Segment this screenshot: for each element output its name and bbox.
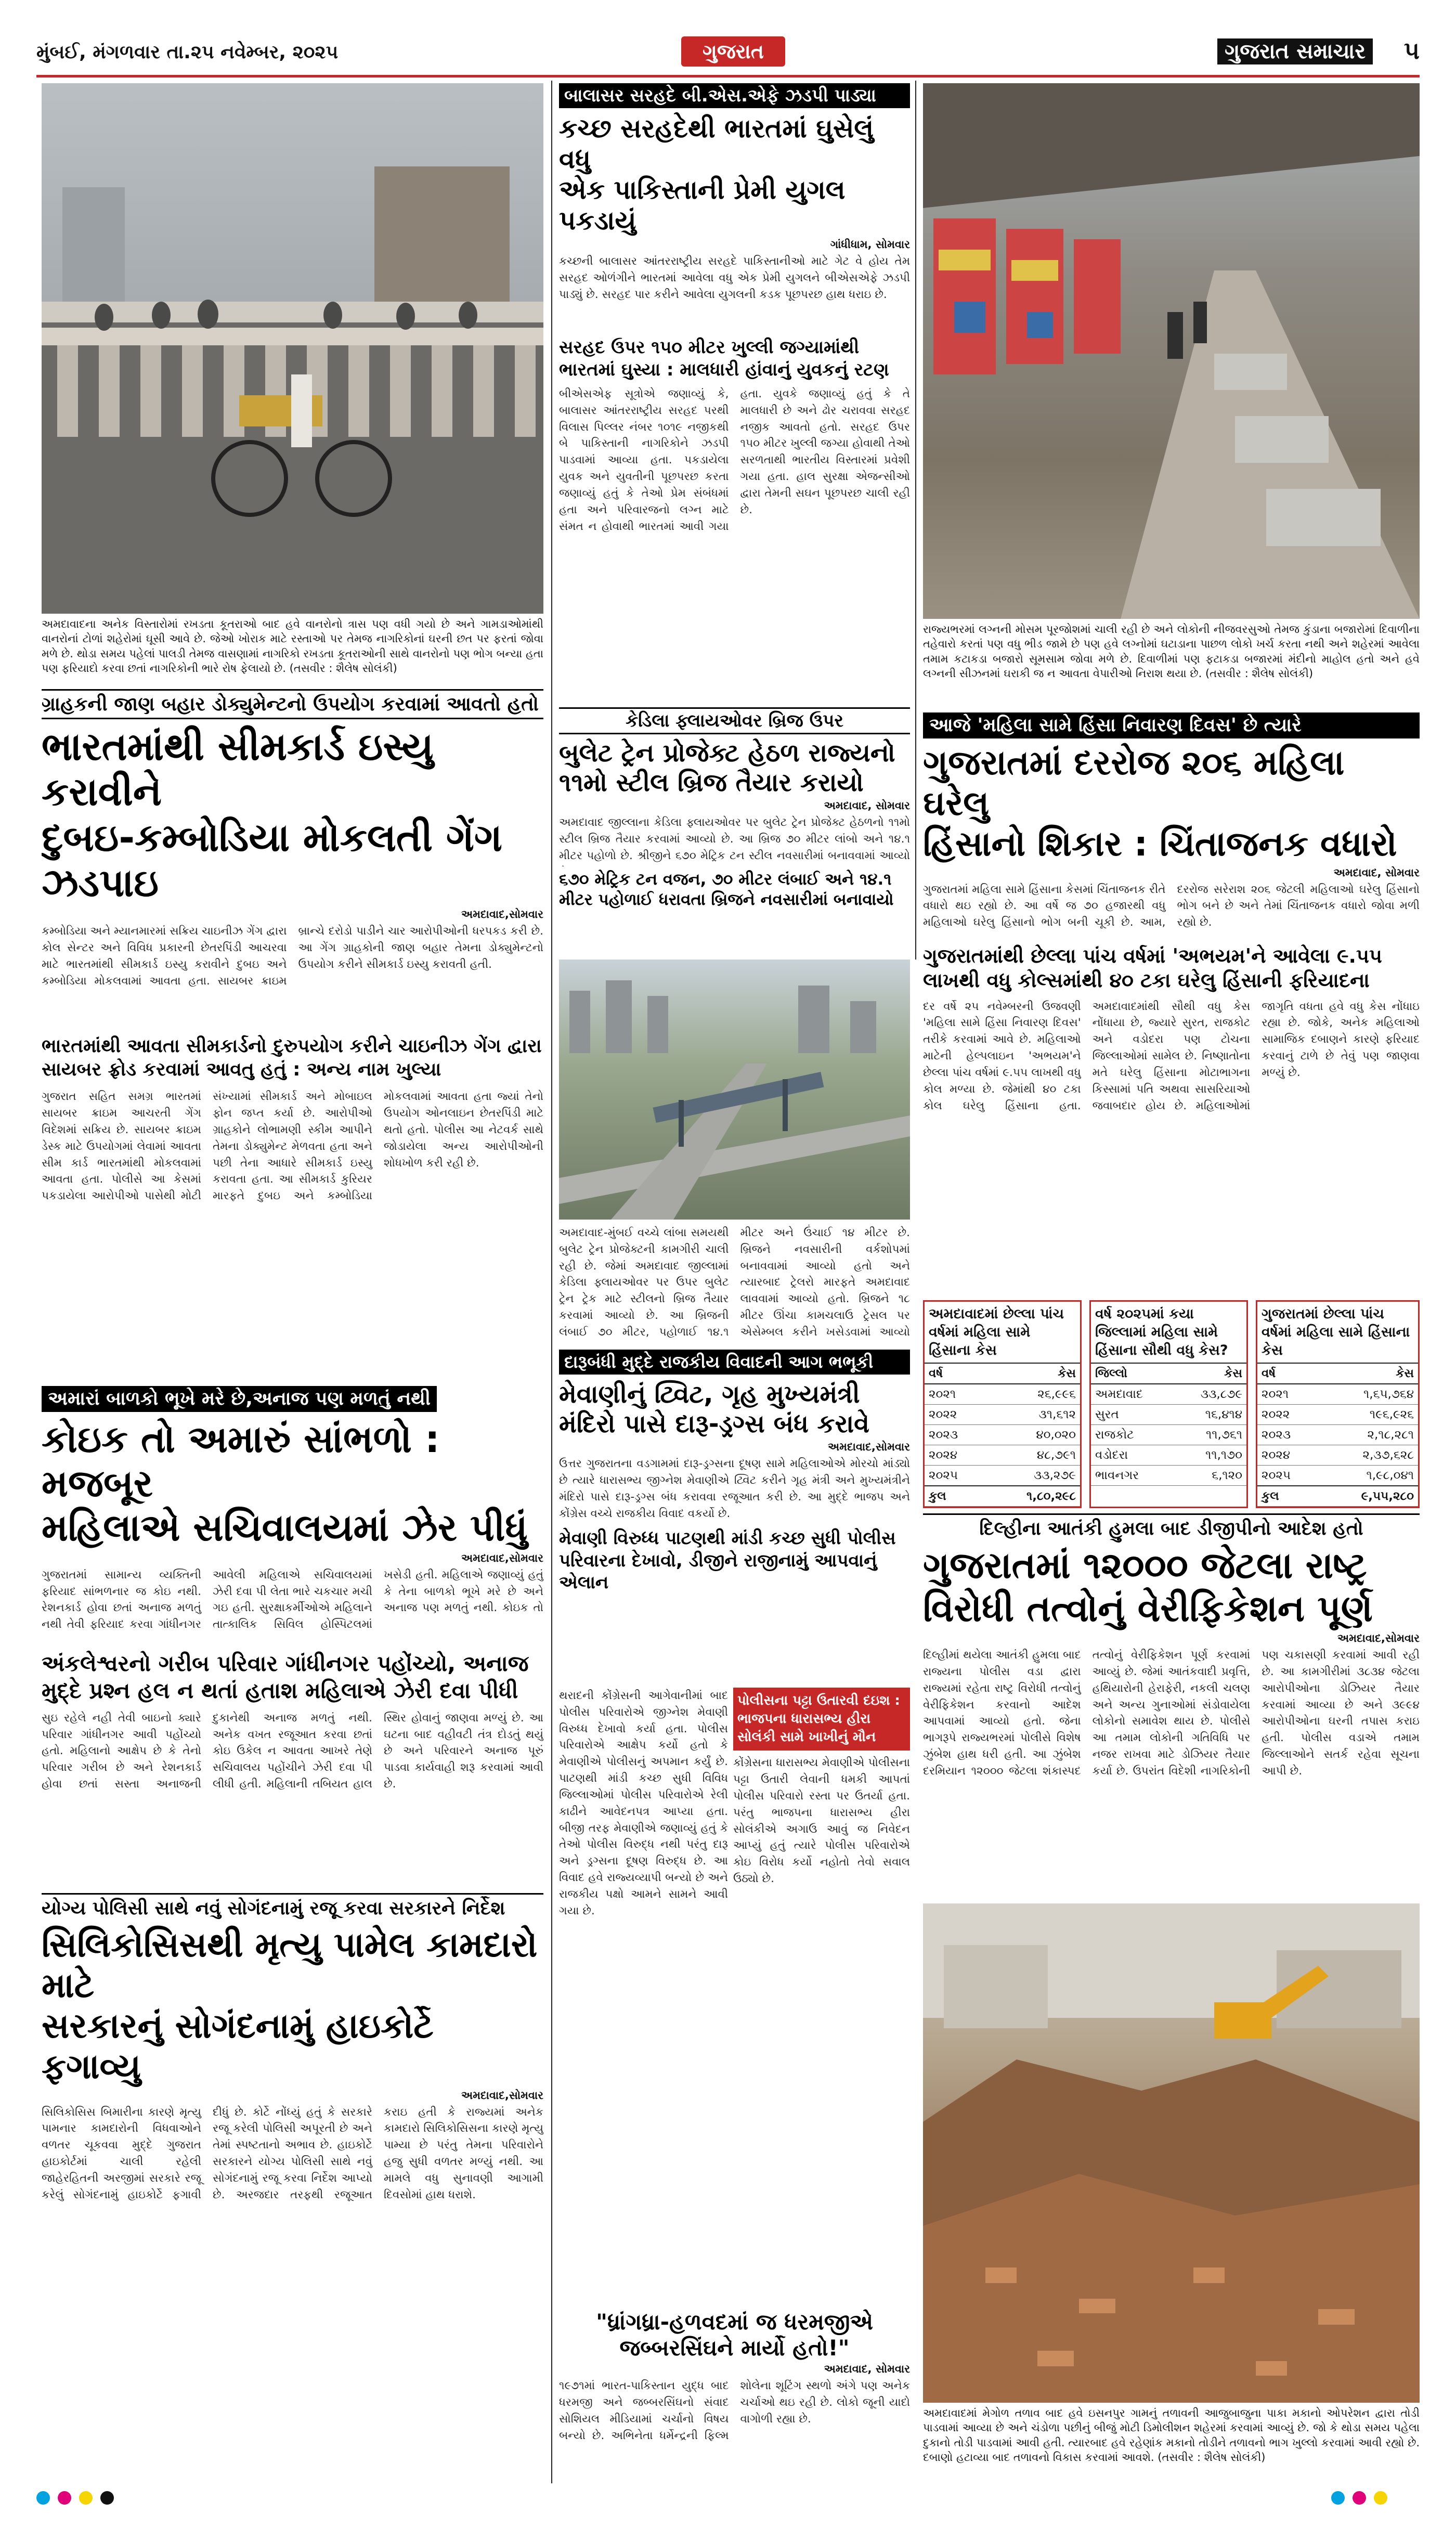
bsf-byline: ગાંધીધામ, સોમવાર [830,238,910,251]
cell: ૨,૧૮,૨૮૧ [1319,1425,1418,1445]
silicosis-headline-1: સિલિકોસિસથી મૃત્યુ પામેલ કામદારો માટે [42,1925,538,2005]
table-row [925,1384,1080,1405]
liquor-box [733,1688,910,2301]
silicosis-kicker: યોગ્ય પોલિસી સાથે નવું સોગંદનામું રજૂ કરવા સરકારને નિર્દેશ [42,1893,543,1920]
liquor-subhead: મેવાણી વિરુધ્ધ પાટણથી માંડી કચ્છ સુધી પોલીસ પરિવારના દેખાવો, ડીજીને રાજીનામું આપવાનું એલાન [559,1528,896,1593]
market-credit: (તસવીર : શૈલેષ સોલંકી) [1205,667,1314,680]
silicosis-headline-2: સરકારનું સોગંદનામું હાઇકોર્ટે ફગાવ્યુ [42,2005,434,2087]
table2-head-district: જિલ્લો [1091,1364,1173,1384]
monkey-credit: (તસવીર : શૈલેષ સોલંકી) [289,662,397,675]
liquor-headline-2: મંદિરો પાસે દારૂ-ડ્રગ્સ બંધ કરાવે [559,1409,870,1439]
liquor-byline: અમદાવાદ,સોમવાર [828,1441,910,1454]
liquor-kicker: દારૂબંધી મુદ્દે રાજકીય વિવાદની આગ ભભૂકી [559,1350,910,1375]
bsf-headline-1: કચ્છ સરહદેથી ભારતમાં ઘુસેલું વધુ [559,113,874,174]
simcard-body: ગુજરાત સહિત સમગ્ર ભારતમાં સાયબર ક્રાઇમ આચરતી ગેંગ વિદેશમાં સક્રિય છે. સાયબર ક્રાઇમ ડેસ્ક માટે ઉપયોગમાં લેવામાં આવતા સીમ કાર્ડ ભારતમાંથી મોકલવામાં આવતા હતા. પોલીસે આ કેસમાં પકડાયેલા આરોપીઓ પાસેથી મોટી સંખ્યામાં સીમકાર્ડ અને મોબાઇલ ફોન જપ્ત કર્યા છે. આરોપીઓ ગ્રાહકોને લોભામણી સ્કીમ આપીને તેમના ડોક્યુમેન્ટ મેળવતા હતા અને પછી તેના આધારે સીમકાર્ડ ઇસ્યુ કરાવતા હતા. આ સીમકાર્ડ કુરિયર મારફતે દુબઇ અને કમ્બોડિયા મોકલવામાં આવતા હતા જ્યાં તેનો ઉપયોગ ઓનલાઇન છેતરપિંડી માટે થતો હતો. પોલીસ આ નેટવર્ક સાથે જોડાયેલા અન્ય આરોપીઓની શોધખોળ કરી રહી છે. [42,1090,543,1203]
cell: ૬,૧૨૦ [1173,1466,1246,1486]
demolition-photo [923,1903,1420,2403]
cell: ૨૦૨૪ [1257,1445,1319,1466]
registration-marks-right [1331,2491,1420,2512]
cell: ૨૦૨૫ [925,1466,986,1486]
cell: ૨૦૨૫ [1257,1466,1319,1486]
table-row [1091,1445,1246,1466]
table-districts [1089,1300,1248,1508]
bsf-story [559,83,910,702]
table-total-row [925,1486,1080,1507]
bullet-lead: અમદાવાદ જીલ્લાના કેડિલા ફ્લાયઓવર પર બુલેટ ટ્રેન પ્રોજેક્ટ હેઠળનો ૧૧મો સ્ટીલ બ્રિજ તૈયાર કરવામાં આવ્યો છે. આ બ્રિજ ૭૦ મીટર લાંબો અને ૧૪.૧ મીટર પહોળો છે. શ્રીજીને ૬૭૦ મેટ્રિક ટન સ્ટીલ નવસારીમાં બનાવવામાં આવ્યો [559,816,910,862]
simcard-story [42,689,543,1381]
demolition-caption-text: અમદાવાદમાં મેગોળ તળાવ બાદ હવે ઇસનપુર ગામનું તળાવની આજુબાજુના પાકા મકાનો ઓપરેશન દ્વારા તોડી પાડવામાં આવ્યા છે અને ચંડોળા પછીનું બીજું મોટી ડિમોલીશન શહેરમાં કરવામાં આવ્યું છે. જો કે થોડા સમય પહેલા દુકાનો તોડી પાડવામાં આવી હતી. ત્યારબાદ હવે રહેણાંક મકાનો તોડીને તળાવનો ભાગ ખુલ્લો કરવામાં આવી રહ્યો છે. દબાણો હટાવ્યા બાદ તળાવનો વિકાસ કરવામાં આવશે. [923,2407,1420,2464]
monkey-scene [42,83,543,614]
simcard-headline-1: ભારતમાંથી સીમકાર્ડ ઇસ્યુ કરાવીને [42,724,434,815]
demolition-scene [923,1903,1420,2403]
silicosis-story [42,1893,543,2470]
hungry-body: ગુજરાતમાં સામાન્ય વ્યક્તિની ફરિયાદ સાંભળનાર જ કોઇ નથી. રેશનકાર્ડ હોવા છતાં અનાજ મળતું નથી તેવી ફરિયાદ કરવા ગાંધીનગર આવેલી મહિલાએ સચિવાલયમાં ઝેરી દવા પી લેતા ભારે ચકચાર મચી ગઇ હતી. સુરક્ષાકર્મીઓએ મહિલાને તાત્કાલિક સિવિલ હોસ્પિટલમાં ખસેડી હતી. મહિલાએ જણાવ્યું હતું કે તેના બાળકો ભૂખે મરે છે અને અનાજ પણ મળતું નથી. કોઇક તો [42,1568,543,1631]
liquor-lead: ઉત્તર ગુજરાતના વડગામમાં દારૂ-ડ્રગ્સના દૂષણ સામે મહિલાઓએ મોરચો માંડ્યો છે ત્યારે ધારાસભ્ય જીગ્નેશ મેવાણીએ ટ્વિટ કરીને ગૃહ મંત્રી અને મુખ્યમંત્રીને મંદિરો પાસે દારૂ-ડ્રગ્સ બંધ કરાવવા રજૂઆત કરી છે. આ મુદ્દે ભાજપ અને કોંગ્રેસ વચ્ચે રાજકીય વિવાદ વકર્યો છે. [559,1457,910,1520]
table-row [1257,1425,1418,1445]
demolition-caption [923,2406,1420,2479]
cell: ૯,૫૫,૨૮૦ [1319,1486,1418,1507]
cell: કુલ [925,1486,986,1507]
domestic-lead: ગુજરાતમાં મહિલા સામે હિંસાના કેસમાં ચિંતાજનક રીતે વધારો થઇ રહ્યો છે. આ વર્ષે જ ૭૦ હજારથી વધુ મહિલાઓ ઘરેલુ હિંસાનો ભોગ બની ચૂકી છે. આમ, દરરોજ સરેરાશ ૨૦૬ જેટલી મહિલાઓ ઘરેલુ હિંસાનો ભોગ બને છે અને તેમાં ચિંતાજનક વધારો જોવા મળી રહ્યો છે. [923,883,1420,929]
section-title: ગુજરાત [703,40,764,63]
cell: ભાવનગર [1091,1466,1173,1486]
verification-headline-2: વિરોધી તત્વોનું વેરીફિકેશન પૂર્ણ [923,1587,1373,1630]
demolition-credit: (તસવીર : શૈલેષ સોલંકી) [1158,2451,1266,2464]
domestic-headline-2: હિંસાનો શિકાર : ચિંતાજનક વધારો [923,823,1397,864]
bullet-headline-1: બુલેટ ટ્રેન પ્રોજેક્ટ હેઠળ રાજ્યનો [559,738,895,768]
hungry-headline-1: કોઇક તો અમારું સાંભળો : મજબૂર [42,1417,440,1505]
domestic-story [923,712,1420,1295]
table2 [1091,1364,1246,1486]
simcard-kicker: ગ્રાહકની જાણ બહાર ડોક્યુમેન્ટનો ઉપયોગ કરવામાં આવતો હતો [42,689,543,719]
hungry-kicker: અમારાં બાળકો ભૂખે મરે છે,અનાજ પણ મળતું નથી [42,1386,437,1412]
table-row [1091,1384,1246,1405]
bsf-body: બીએસએફ સૂત્રોએ જણાવ્યું કે, બાલાસર આંતરરાષ્ટ્રીય સરહદ પરથી વિલાસ પિલ્લર નંબર ૧૦૧૯ નજીકથી બે પાકિસ્તાની નાગરિકોને ઝડપી પાડવામાં આવ્યા હતા. પકડાયેલા યુવક અને યુવતીની પૂછપરછ કરતા જણાવ્યું હતું કે તેઓ પ્રેમ સંબંધમાં હતા અને પરિવારજનો લગ્ન માટે સંમત ન હોવાથી ભારતમાં આવી ગયા હતા. યુવકે જણાવ્યું હતું કે તે માલધારી છે અને ઢોર ચરાવવા સરહદ નજીક આવતો હતો. સરહદ ઉપર ૧૫૦ મીટર ખુલ્લી જગ્યા હોવાથી તેઓ સરળતાથી ભારતીય વિસ્તારમાં પ્રવેશી ગયા હતા. હાલ સુરક્ષા એજન્સીઓ દ્વારા તેમની સઘન પૂછપરછ ચાલી રહી છે. [559,387,910,533]
liquor-headline-1: મેવાણીનું ટ્વિટ, ગૃહ મુખ્યમંત્રી [559,1380,860,1409]
hungry-subhead: અંકલેશ્વરનો ગરીબ પરિવાર ગાંધીનગર પહોંચ્યો, અનાજ મુદ્દે પ્રશ્ન હલ ન થતાં હતાશ મહિલાએ ઝેરી દવા પીધી [42,1650,529,1704]
cell: ૧૧,૭૬૧ [1173,1425,1246,1445]
cell: ૨૦૨૪ [925,1445,986,1466]
cell: ૨૦૨૩ [1257,1425,1319,1445]
masthead [36,36,1420,72]
market-photo [923,83,1420,619]
bullet-subhead: ૬૭૦ મેટ્રિક ટન વજન, ૭૦ મીટર લંબાઈ અને ૧૪.૧ મીટર પહોળાઈ ધરાવતા બ્રિજને નવસારીમાં બનાવાયો [559,870,894,909]
simcard-subhead: ભારતમાંથી આવતા સીમકાર્ડનો દુરુપયોગ કરીને ચાઇનીઝ ગેંગ દ્વારા સાયબર ફ્રોડ કરવામાં આવતુ હતું : અન્ય નામ ખુલ્યા [42,1035,542,1081]
simcard-lead: કમ્બોડિયા અને મ્યાનમારમાં સક્રિય ચાઇનીઝ ગેંગ દ્વારા કોલ સેન્ટર અને વિવિધ પ્રકારની છેતરપિંડી આચરવા માટે ભારતમાંથી સીમકાર્ડ ઇસ્યુ કરાવીને દુબઇ અને કમ્બોડિયા મોકલવામાં આવતા હતા. સાયબર ક્રાઇમ બ્રાન્ચે દરોડો પાડીને ચાર આરોપીઓની ધરપકડ કરી છે. આ ગેંગ ગ્રાહકોની જાણ બહાર તેમના ડોક્યુમેન્ટનો ઉપયોગ કરીને સીમકાર્ડ ઇસ્યુ કરાવતી હતી. [42,925,543,988]
registration-dot-cyan [1331,2491,1345,2505]
cell: ૧,૯૮,૦૪૧ [1319,1466,1418,1486]
paper-name: ગુજરાત સમાચાર [1217,38,1373,64]
bsf-lead: કચ્છની બાલાસર આંતરરાષ્ટ્રીય સરહદે પાકિસ્તાનીઓ માટે ગેટ વે હોય તેમ સરહદ ઓળંગીને ભારતમાં આવેલા વધુ એક પ્રેમી યુગલને બીએસએફે ઝડપી પાડ્યું છે. સરહદ પાર કરીને આવેલા યુગલની કડક પૂછપરછ હાથ ધરાઇ છે. [559,255,910,301]
cell: ૨૦૨૨ [1257,1405,1319,1425]
cell: ૧૬,૪૧૪ [1173,1405,1246,1425]
table-row [1091,1466,1246,1486]
cell: ૨૦૨૧ [925,1384,986,1405]
cell: ૧,૬૫,૭૬૪ [1319,1384,1418,1405]
cell: અમદાવાદ [1091,1384,1173,1405]
slogan-headline-1: "ધ્રાંગધ્રા-હળવદમાં જ ધરમજીએ [596,2309,873,2335]
cell: ૩૩,૨૭૯ [986,1466,1080,1486]
silicosis-byline: અમદાવાદ,સોમવાર [461,2089,543,2102]
cell: વડોદરા [1091,1445,1173,1466]
domestic-subhead: ગુજરાતમાંથી છેલ્લા પાંચ વર્ષમાં 'અભયમ'ને આવેલા ૯.૫૫ લાખથી વધુ કોલ્સમાંથી ૪૦ ટકા ઘરેલુ હિંસાની ફરિયાદના [923,944,1382,992]
table2-head-cases: કેસ [1173,1364,1246,1384]
verification-headline-1: ગુજરાતમાં ૧૨૦૦૦ જેટલા રાષ્ટ્ર [923,1544,1367,1587]
domestic-headline-1: ગુજરાતમાં દરરોજ ૨૦૬ મહિલા ઘરેલુ [923,743,1345,823]
cell: કુલ [1257,1486,1319,1507]
liquor-body: થરાદની કોંગ્રેસની આગેવાનીમાં બાદ પોલીસ પરિવારોએ જીગ્નેશ મેવાણી વિરુધ્ધ દેખાવો કર્યા હતા. પોલીસ પરિવારોએ આક્ષેપ કર્યો હતો કે મેવાણીએ પોલીસનું અપમાન કર્યું છે. પાટણથી માંડી કચ્છ સુધી વિવિધ જિલ્લાઓમાં પોલીસ પરિવારોએ રેલી કાઢીને આવેદનપત્ર આપ્યા હતા. બીજી તરફ મેવાણીએ જણાવ્યું હતું કે તેઓ પોલીસ વિરુદ્ધ નથી પરંતુ દારૂ અને ડ્રગ્સના દૂષણ વિરુદ્ધ છે. આ વિવાદ હવે રાજ્યવ્યાપી બન્યો છે અને રાજકીય પક્ષો આમને સામને આવી ગયા છે. [559,1689,728,1917]
table-row [1091,1425,1246,1445]
bullet-body: અમદાવાદ-મુંબઈ વચ્ચે લાંબા સમયથી બુલેટ ટ્રેન પ્રોજેક્ટની કામગીરી ચાલી રહી છે. જેમાં અમદાવાદ જીલ્લામાં કેડિલા ફ્લાયઓવર પર ઉપર બુલેટ ટ્રેન ટ્રેક માટે સ્ટીલનો બ્રિજ તૈયાર કરવામાં આવ્યો છે. આ બ્રિજની લંબાઈ ૭૦ મીટર, પહોળાઈ ૧૪.૧ મીટર અને ઉંચાઈ ૧૪ મીટર છે. બ્રિજને નવસારીની વર્કશોપમાં બનાવવામાં આવ્યો હતો અને ત્યારબાદ ટ્રેલરો મારફતે અમદાવાદ લાવવામાં આવ્યો હતો. બ્રિજને ૧૮ મીટર ઊંચા કામચલાઉ ટ્રેસલ પર એસેમ્બલ કરીને ખસેડવામાં આવ્યો [559,1226,910,1339]
verification-kicker: દિલ્હીના આતંકી હુમલા બાદ ડીજીપીનો આદેશ હતો [923,1513,1420,1540]
table-row [925,1405,1080,1425]
cell: ૨૦૨૨ [925,1405,986,1425]
cell: ૩૩,૮૭૯ [1173,1384,1246,1405]
market-caption-text: રાજ્યભરમાં લગ્નની મોસમ પૂરજોશમાં ચાલી રહી છે અને લોકોની નીજવરસુઓ તેમજ કુંડાના બજારોમાં દિવાળીના તહેવારો કરતાં પણ વધુ ભીડ જામે છે પણ હવે લગ્નોમાં ઘટાડાના પાછળ લોકો ખર્ચ કરતા નથી અને શહેરમાં આવેલા તમામ કટાકડા બજારો સૂમસામ જોવા મળે છે. દિવાળીમાં પણ ફટાકડા બજારમાં મંદીનો માહોલ હતો અને હવે લગ્નની સીઝનમાં ઘરાકી જ ન આવતા વેપારીઓ નિરાશ થયા છે. [923,623,1420,680]
cell: રાજકોટ [1091,1425,1173,1445]
table-row [1257,1405,1418,1425]
cell: ૧૯૬,૯૨૬ [1319,1405,1418,1425]
table-row [1257,1466,1418,1486]
domestic-kicker: આજે 'મહિલા સામે હિંસા નિવારણ દિવસ' છે ત્યારે [923,712,1420,738]
cell: ૨૦૨૧ [1257,1384,1319,1405]
registration-dot-cyan [36,2491,50,2505]
table-row [1091,1405,1246,1425]
table1-head-year: વર્ષ [925,1364,986,1384]
liquor-box-title: પોલીસના પટ્ટા ઉતારવી દઇશ : ભાજપના ધારાસભ્ય હીરા સોલંકી સામે ખાખીનું મૌન [733,1688,910,1751]
table-gujarat-years [1256,1300,1420,1508]
slogan-body: ૧૯૭૧માં ભારત-પાકિસ્તાન યુદ્ધ બાદ ધરમજી અને જબ્બરસિંઘનો સંવાદ સોશિયલ મીડિયામાં ચર્ચાનો વિષય બન્યો છે. અભિનેતા ધર્મેન્દ્રની ફિલ્મ શોલેના શૂટિંગ સ્થળો અંગે પણ અનેક ચર્ચાઓ થઇ રહી છે. લોકો જૂની યાદો વાગોળી રહ્યા છે. [559,2379,910,2442]
bsf-headline-2: એક પાકિસ્તાની પ્રેમી યુગલ પકડાયું [559,175,846,236]
bullet-kicker: કેડિલા ફ્લાયઓવર બ્રિજ ઉપર [559,707,910,734]
table2-title: વર્ષ ૨૦૨૫માં કયા જિલ્લામાં મહિલા સામે હિંસાના સૌથી વધુ કેસ? [1091,1302,1246,1364]
slogan-story [559,2309,910,2476]
domestic-byline: અમદાવાદ, સોમવાર [1333,866,1420,879]
monkey-caption-text: અમદાવાદના અનેક વિસ્તારોમાં રખડતા કૂતરાઓ બાદ હવે વાનરોનો ત્રાસ પણ વધી ગયો છે અને ગામડાઓમાંથી વાનરોનાં ટોળાં શહેરોમાં ઘૂસી આવે છે. જેઓ ખોરાક માટે રસ્તાઓ પર તેમજ નાગરિકોનાં ઘરની છત પર ફરતાં જોવા મળે છે. થોડા સમય પહેલાં પાલડી તેમજ વાસણામાં નાગરિકો રખડતા કૂતરાઓની સાથે વાનરોનો પણ ભોગ બન્યા હતા પણ ફરિયાદો કરવા છતાં નાગરિકોની ભારે રોષ ફેલાયો છે. [42,618,543,675]
market-caption [923,622,1420,707]
bullet-byline: અમદાવાદ, સોમવાર [824,799,910,812]
table1-title: અમદાવાદમાં છેલ્લા પાંચ વર્ષમાં મહિલા સામે હિંસાના કેસ [925,1302,1080,1364]
table-total-row [1257,1486,1418,1507]
market-scene [923,83,1420,619]
table-row [1257,1384,1418,1405]
registration-dot-black [100,2491,114,2505]
bullet-headline-2: ૧૧મો સ્ટીલ બ્રિજ તૈયાર કરાયો [559,768,864,797]
bsf-kicker: બાલાસર સરહદે બી.એસ.એફે ઝડપી પાડ્યા [559,83,910,108]
bridge-photo [559,960,910,1220]
table1-head-cases: કેસ [986,1364,1080,1384]
table-row [1257,1445,1418,1466]
table-ahmedabad-years [923,1300,1082,1508]
page-number: ૫ [1403,36,1420,64]
monkey-caption [42,617,543,684]
table3-head-year: વર્ષ [1257,1364,1319,1384]
hungry-headline-2: મહિલાએ સચિવાલયમાં ઝેર પીધું [42,1505,528,1549]
table3-head-cases: કેસ [1319,1364,1418,1384]
registration-dot-yellow [79,2491,93,2505]
cell: સુરત [1091,1405,1173,1425]
table3 [1257,1364,1418,1507]
simcard-byline: અમદાવાદ,સોમવાર [461,908,543,921]
cell: ૨૦૨૩ [925,1425,986,1445]
slogan-byline: અમદાવાદ, સોમવાર [824,2363,910,2376]
hungry-body-2: સુઇ રહેલે નહી તેવી બાઇનો ક્યારે પરિવાર ગાંધીનગર આવી પહોંચ્યો હતો. મહિલાનો આક્ષેપ છે કે તેનો પરિવાર ગરીબ છે અને રેશનકાર્ડ હોવા છતાં સસ્તા અનાજની દુકાનેથી અનાજ મળતું નથી. અનેક વખત રજૂઆત કરવા છતાં કોઇ ઉકેલ ન આવતા આખરે તેણે સચિવાલય પહોંચીને ઝેરી દવા પી લીધી હતી. મહિલાની તબિયત હાલ સ્થિર હોવાનું જાણવા મળ્યું છે. આ ઘટના બાદ વહીવટી તંત્ર દોડતું થયું છે અને પરિવારને અનાજ પૂરું પાડવા કાર્યવાહી શરૂ કરવામાં આવી છે. [42,1711,543,1791]
liquor-box-body: કોંગ્રેસના ધારાસભ્ય મેવાણીએ પોલીસના પટ્ટા ઉતારી લેવાની ધમકી આપતાં પોલીસ પરિવારો રસ્તા પર ઉતર્યા હતા. પરંતુ ભાજપના ધારાસભ્ય હીરા સોલંકીએ અગાઉ આવું જ નિવેદન આપ્યું હતું ત્યારે પોલીસ પરિવારોએ કોઇ વિરોધ કર્યો નહોતો તેવો સવાલ ઉઠ્યો છે. [733,1756,910,1885]
bsf-subhead: સરહદ ઉપર ૧૫૦ મીટર ખુલ્લી જગ્યામાંથી ભારતમાં ઘુસ્યા : માલધારી હાંવાનું યુવકનું રટણ [559,337,889,380]
registration-marks [36,2491,1420,2512]
domestic-body: દર વર્ષે ૨૫ નવેમ્બરની ઉજવણી 'મહિલા સામે હિંસા નિવારણ દિવસ' તરીકે કરવામાં આવે છે. મહિલાઓ માટેની હેલ્પલાઇન 'અભયમ'ને છેલ્લા પાંચ વર્ષમાં ૯.૫૫ લાખથી વધુ કોલ મળ્યા છે. જેમાંથી ૪૦ ટકા કોલ ઘરેલુ હિંસાના હતા. અમદાવાદમાંથી સૌથી વધુ કેસ નોંધાયા છે, જ્યારે સુરત, રાજકોટ અને વડોદરા પણ ટોચના જિલ્લાઓમાં સામેલ છે. નિષ્ણાતોના મતે ઘરેલુ હિંસાના મોટાભાગના કિસ્સામાં પતિ અથવા સાસરિયાઓ જવાબદાર હોય છે. મહિલાઓમાં જાગૃતિ વધતા હવે વધુ કેસ નોંધાઇ રહ્યા છે. જોકે, અનેક મહિલાઓ સામાજિક દબાણને કારણે ફરિયાદ કરવાનું ટાળે છે તેવું પણ જાણવા મળ્યું છે. [923,1000,1420,1112]
bridge-scene [559,960,910,1220]
verification-body: દિલ્હીમાં થયેલા આતંકી હુમલા બાદ રાજ્યના પોલીસ વડા દ્વારા રાજ્યમાં રહેતા રાષ્ટ્ર વિરોધી તત્વોનું વેરીફિકેશન કરવાનો આદેશ આપવામાં આવ્યો હતો. જેના ભાગરૂપે રાજ્યભરમાં પોલીસે વિશેષ ઝુંબેશ હાથ ધરી હતી. આ ઝુંબેશ દરમિયાન ૧૨૦૦૦ જેટલા શંકાસ્પદ તત્વોનું વેરીફિકેશન પૂર્ણ કરવામાં આવ્યું છે. જેમાં આતંકવાદી પ્રવૃત્તિ, હથિયારોની હેરાફેરી, નકલી ચલણ અને અન્ય ગુનાઓમાં સંડોવાયેલા લોકોનો સમાવેશ થાય છે. પોલીસે આ તમામ લોકોની ગતિવિધિ પર નજર રાખવા માટે ડોઝિયર તૈયાર કર્યા છે. ઉપરાંત વિદેશી નાગરિકોની પણ ચકાસણી કરવામાં આવી રહી છે. આ કામગીરીમાં ૩૮૩૪ જેટલા આરોપીઓના ડોઝિયર તૈયાર કરવામાં આવ્યા છે અને ૩૯૯૪ આરોપીઓના ઘરની તપાસ કરાઇ હતી. પોલીસ વડાએ તમામ જિલ્લાઓને સતર્ક રહેવા સૂચના આપી છે. [923,1649,1420,1778]
table1 [925,1364,1080,1507]
masthead-rule [36,75,1420,77]
cell: ૪૦,૦૨૦ [986,1425,1080,1445]
hungry-story [42,1386,543,1888]
verification-byline: અમદાવાદ,સોમવાર [1337,1632,1420,1645]
cell: ૧,૮૦,૨૯૮ [986,1486,1080,1507]
cell: ૧૧,૧૭૦ [1173,1445,1246,1466]
table-row [925,1425,1080,1445]
registration-dot-magenta [1353,2491,1366,2505]
bullet-story [559,707,910,957]
col-divider [915,81,916,960]
section-label [681,36,785,67]
registration-dot-magenta [58,2491,71,2505]
cell: ૨,૩૭,૬૨૮ [1319,1445,1418,1466]
silicosis-body: સિલિકોસિસ બિમારીના કારણે મૃત્યુ પામનાર કામદારોની વિધવાઓને વળતર ચૂકવવા મુદ્દે ગુજરાત હાઇકોર્ટમાં ચાલી રહેલી જાહેરહિતની અરજીમાં સરકારે રજૂ કરેલું સોગંદનામું હાઇકોર્ટે ફગાવી દીધું છે. કોર્ટે નોંધ્યું હતું કે સરકારે રજૂ કરેલી પોલિસી અપૂરતી છે અને તેમાં સ્પષ્ટતાનો અભાવ છે. હાઇકોર્ટે સરકારને યોગ્ય પોલિસી સાથે નવું સોગંદનામું રજૂ કરવા નિર્દેશ આપ્યો છે. અરજદાર તરફથી રજૂઆત કરાઇ હતી કે રાજ્યમાં અનેક કામદારો સિલિકોસિસના કારણે મૃત્યુ પામ્યા છે પરંતુ તેમના પરિવારોને હજુ સુધી વળતર મળ્યું નથી. આ મામલે વધુ સુનાવણી આગામી દિવસોમાં હાથ ધરાશે. [42,2105,543,2201]
col-divider [551,81,552,2483]
hungry-byline: અમદાવાદ,સોમવાર [461,1551,543,1564]
liquor-story [559,1350,910,1688]
table3-title: ગુજરાતમાં છેલ્લા પાંચ વર્ષમાં મહિલા સામે હિંસાના કેસ [1257,1302,1418,1364]
table-row [925,1445,1080,1466]
cell: ૨૬,૯૯૬ [986,1384,1080,1405]
verification-story [923,1513,1420,1898]
table-row [925,1466,1080,1486]
monkey-photo [42,83,543,614]
simcard-headline-2: દુબઇ-કમ્બોડિયા મોકલતી ગેંગ ઝડપાઇ [42,815,502,905]
cell: ૪૮,૭૯૧ [986,1445,1080,1466]
registration-dot-yellow [1374,2491,1387,2505]
slogan-headline-2: જબ્બરસિંઘને માર્યો હતો!" [619,2335,850,2361]
dateline: મુંબઈ, મંગળવાર તા.૨૫ નવેમ્બર, ૨૦૨૫ [36,42,339,63]
cell: ૩૧,૬૧૨ [986,1405,1080,1425]
